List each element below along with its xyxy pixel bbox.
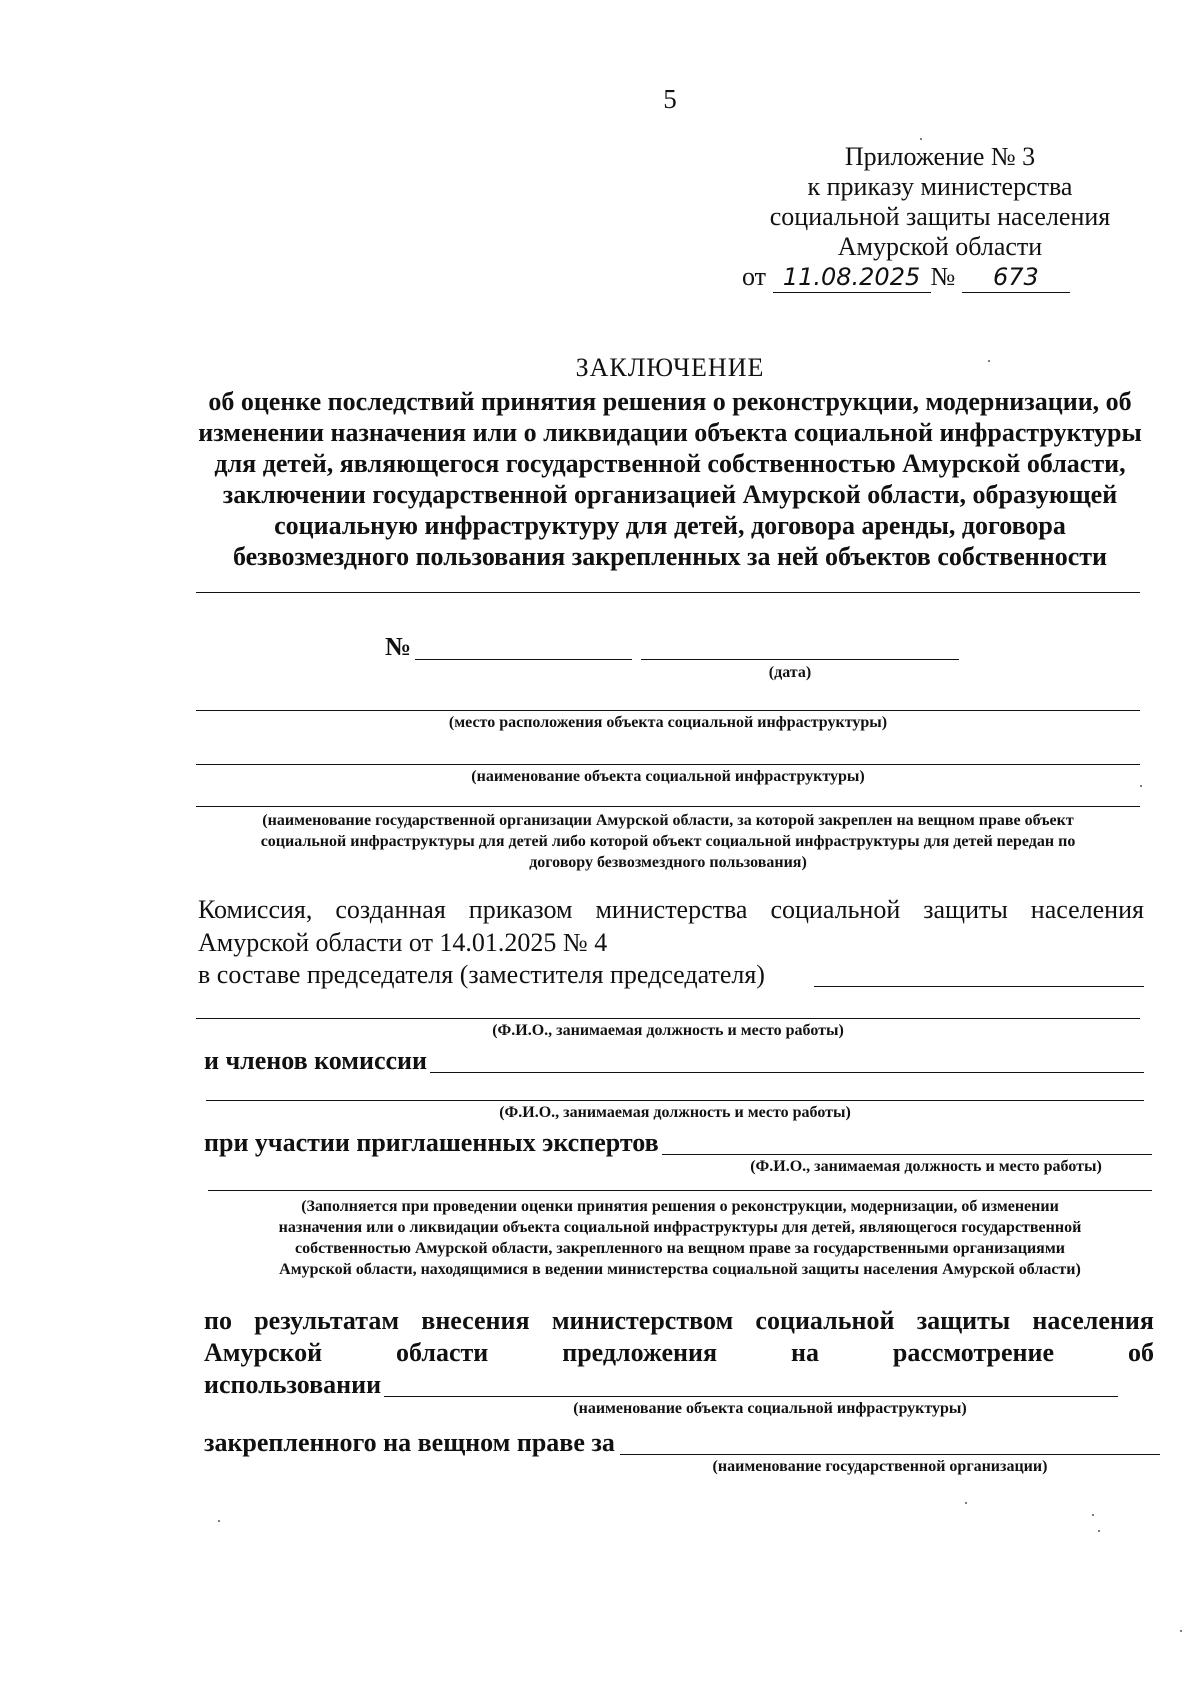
fio-caption-2: (Ф.И.О., занимаемая должность и место работы) bbox=[499, 1104, 851, 1121]
appendix-header bbox=[720, 142, 1160, 293]
word: области bbox=[396, 1338, 489, 1367]
note-line: назначения или о ликвидации объекта социальной инфраструктуры для детей, являющегося государственной bbox=[278, 1219, 1082, 1236]
subtitle-line: заключении государственной организацией Амурской области, образующей bbox=[222, 480, 1118, 509]
word: министерства bbox=[595, 895, 748, 924]
commission-line-1 bbox=[198, 895, 1144, 925]
number-field-line[interactable] bbox=[415, 659, 632, 660]
note-line: (Заполняется при проведении оценки принятия решения о реконструкции, модернизации, об изменении bbox=[301, 1198, 1059, 1215]
word: внесения bbox=[421, 1306, 530, 1335]
subtitle-line: об оценке последствий принятия решения о реконструкции, модернизации, об bbox=[208, 387, 1132, 416]
word: населения bbox=[1032, 1306, 1154, 1335]
note-line: собственностью Амурской области, закрепленного на вещном праве за государственными организациями bbox=[295, 1240, 1065, 1257]
date-caption: (дата) bbox=[768, 664, 812, 681]
word: Комиссия, bbox=[198, 895, 313, 924]
word: по bbox=[204, 1306, 232, 1335]
results-line-1 bbox=[204, 1306, 1154, 1336]
word: созданная bbox=[335, 895, 446, 924]
subtitle-line: социальную инфраструктуру для детей, договора аренды, договора bbox=[274, 511, 1066, 540]
scan-speck bbox=[1098, 1530, 1100, 1532]
object-name-field-line[interactable] bbox=[196, 764, 1140, 765]
document-subtitle bbox=[190, 386, 1150, 572]
subtitle-line: изменении назначения или о ликвидации объекта социальной инфраструктуры bbox=[198, 418, 1142, 447]
results-line-2 bbox=[204, 1338, 1154, 1368]
number-sign: № bbox=[930, 262, 956, 291]
word: предложения bbox=[562, 1338, 718, 1367]
experts-field-line[interactable] bbox=[662, 1154, 1152, 1155]
word: населения bbox=[1030, 895, 1144, 924]
word: защиты bbox=[923, 895, 1008, 924]
assigned-label: закрепленного на вещном праве за bbox=[204, 1428, 615, 1457]
scan-speck bbox=[1092, 1514, 1094, 1516]
appendix-region-line: Амурской области bbox=[837, 232, 1043, 261]
members-field-line-2[interactable] bbox=[206, 1100, 1144, 1101]
word: результатам bbox=[254, 1306, 400, 1335]
word: на bbox=[790, 1338, 819, 1367]
appendix-ministry-line: социальной защиты населения bbox=[769, 202, 1111, 231]
appendix-date-line bbox=[720, 262, 1160, 293]
fio-caption: (Ф.И.О., занимаемая должность и место работы) bbox=[492, 1022, 844, 1039]
usage-label: использовании bbox=[204, 1370, 382, 1399]
caption-line: (наименование государственной организации Амурской области, за которой закреплен на вещном праве объект bbox=[262, 812, 1074, 829]
scan-speck bbox=[988, 360, 990, 362]
scan-speck bbox=[920, 138, 922, 140]
word: приказом bbox=[468, 895, 573, 924]
page-number: 5 bbox=[663, 84, 677, 114]
word: защиты bbox=[916, 1306, 1011, 1335]
form-number-sign: № bbox=[385, 632, 412, 661]
word: министерством bbox=[551, 1306, 734, 1335]
handwritten-date: 11.08.2025 bbox=[773, 262, 931, 293]
title-underline bbox=[196, 592, 1140, 593]
appendix-order-line: к приказу министерства bbox=[807, 172, 1073, 201]
organization-field-line[interactable] bbox=[196, 806, 1140, 807]
date-field-line[interactable] bbox=[641, 659, 959, 660]
caption-line: социальной инфраструктуры для детей либо которой объект социальной инфраструктуры для детей передан по bbox=[260, 833, 1076, 850]
date-prefix: от bbox=[742, 262, 767, 291]
members-field-line[interactable] bbox=[430, 1072, 1144, 1073]
chair-field-line-2[interactable] bbox=[196, 1018, 1140, 1019]
document-title: ЗАКЛЮЧЕНИЕ bbox=[575, 353, 765, 382]
chair-field-line[interactable] bbox=[814, 986, 1144, 987]
handwritten-number: 673 bbox=[962, 262, 1070, 293]
org-name-caption: (наименование государственной организации) bbox=[712, 1458, 1048, 1475]
word: Амурской bbox=[204, 1338, 323, 1367]
scan-speck bbox=[1140, 785, 1142, 787]
usage-field-line[interactable] bbox=[384, 1396, 1118, 1397]
object-name-caption: (наименование объекта социальной инфраструктуры) bbox=[471, 768, 865, 785]
scan-speck bbox=[218, 1520, 220, 1522]
organization-caption bbox=[196, 810, 1140, 873]
word: рассмотрение bbox=[892, 1338, 1055, 1367]
experts-field-line-2[interactable] bbox=[208, 1190, 1152, 1191]
scan-speck bbox=[965, 1502, 967, 1504]
usage-caption: (наименование объекта социальной инфраструктуры) bbox=[573, 1400, 967, 1417]
fio-caption-3: (Ф.И.О., занимаемая должность и место работы) bbox=[750, 1158, 1102, 1175]
note-line: Амурской области, находящимися в ведении министерства социальной защиты населения Амурской области) bbox=[279, 1261, 1081, 1278]
experts-label: при участии приглашенных экспертов bbox=[204, 1128, 659, 1157]
subtitle-line: для детей, являющегося государственной собственностью Амурской области, bbox=[214, 449, 1126, 478]
scan-speck bbox=[1180, 1630, 1182, 1632]
caption-line: договору безвозмездного пользования) bbox=[529, 854, 807, 871]
assigned-field-line[interactable] bbox=[620, 1454, 1160, 1455]
word: об bbox=[1127, 1338, 1154, 1367]
location-caption: (место расположения объекта социальной инфраструктуры) bbox=[448, 714, 888, 731]
chair-label: в составе председателя (заместителя председателя) bbox=[198, 960, 765, 989]
members-label: и членов комиссии bbox=[204, 1046, 428, 1075]
fill-note bbox=[208, 1196, 1152, 1280]
subtitle-line: безвозмездного пользования закрепленных за ней объектов собственности bbox=[232, 542, 1108, 571]
location-field-line[interactable] bbox=[196, 710, 1140, 711]
word: социальной bbox=[755, 1306, 895, 1335]
appendix-title: Приложение № 3 bbox=[844, 142, 1036, 171]
word: социальной bbox=[770, 895, 901, 924]
commission-line-2: Амурской области от 14.01.2025 № 4 bbox=[198, 928, 608, 957]
